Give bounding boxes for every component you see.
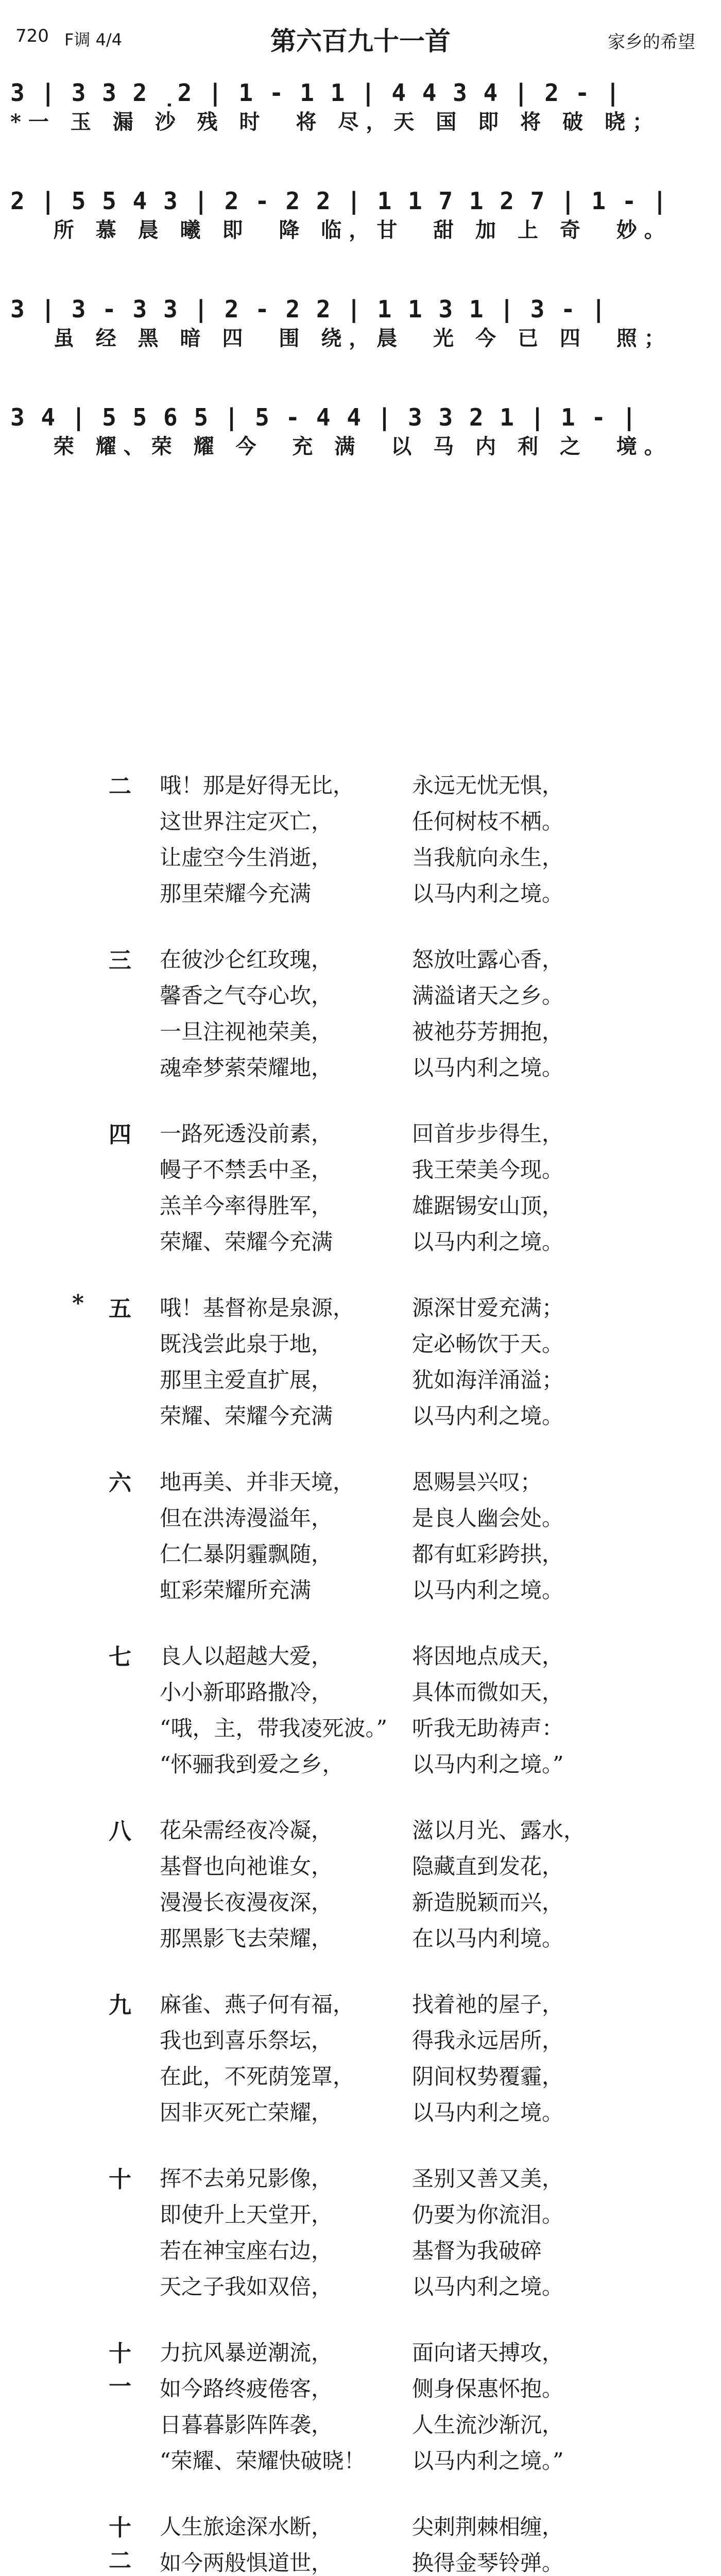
score-system-4 [10,402,711,510]
lyric-line: 任何树枝不栖。 [412,809,564,834]
stanza-number: 七 [109,1644,131,1670]
stanza [0,2509,721,2576]
notation-line: 3 | 3 - 3 3 | 2 - 2 2 | 1 1 3 1 | 3 - | [10,295,607,323]
lyric-line: 即使升上天堂开， [160,2202,333,2227]
lyric-line: 回首步步得生， [412,1121,564,1146]
lyric-line: 仍要为你流泪。 [412,2202,564,2227]
stanza [0,1812,721,1987]
lyric-line: 幔子不禁丢中圣， [160,1157,333,1182]
lyric-line: 将因地点成天， [412,1643,564,1669]
lyric-line: 得我永远居所， [412,2028,564,2053]
lyric-line: 在以马内利境。 [412,1926,564,1951]
stanza-left-column [160,2509,386,2576]
stanza-number: 四 [109,1122,131,1148]
lyric-line: 都有虹彩跨拱， [412,1541,564,1567]
hymn-title: 第六百九十一首 [270,26,451,56]
stanza-number: 五 [109,1296,131,1322]
key-signature: F调 4/4 [64,30,123,49]
lyric-line: 以马内利之境。” [412,2448,564,2473]
lyric-line: 但在洪涛漫溢年， [160,1505,333,1531]
stanza-number: 十一 [109,2341,131,2400]
lyric-line: 定必畅饮于天。 [412,1331,564,1357]
lyric-line: 荣 耀、荣 耀 今 充 满 以 马 内 利 之 境。 [10,434,672,459]
score-system-2 [10,185,711,294]
lyric-line: 既浅尝此泉于地， [160,1331,333,1357]
lyric-line: “哦，主，带我凌死波。” [160,1716,387,1741]
lyric-line: 小小新耶路撒冷， [160,1680,333,1705]
stanza-number: 三 [109,947,131,974]
lyric-line: 魂牵梦萦荣耀地， [160,1055,333,1080]
stanza-left-column [160,2161,386,2305]
lyric-line: 日暮暮影阵阵袭， [160,2412,333,2437]
stanza-number: 九 [109,1992,131,2019]
lyric-line: 那里主爱直扩展， [160,1367,333,1393]
lyric-line: 在彼沙仑红玫瑰， [160,947,333,972]
lyric-line: 一路死透没前素， [160,1121,333,1146]
lyric-line: 以马内利之境。 [412,1578,564,1603]
lyric-line: 侧身保惠怀抱。 [412,2376,564,2401]
stanza [0,1290,721,1464]
lyric-line: “怀骊我到爱之乡， [160,1752,344,1777]
lyric-line: 找着祂的屋子， [412,1992,564,2017]
stanza-right-column [412,942,639,1086]
lyric-line: 因非灭死亡荣耀， [160,2100,333,2125]
lyric-line: 如今路终疲倦客， [160,2376,333,2401]
stanza [0,1464,721,1638]
stanza [0,942,721,1116]
lyric-line: 虹彩荣耀所充满 [160,1578,312,1603]
stanza-right-column [412,2509,639,2576]
stanza-left-column [160,1638,386,1783]
stanza-right-column [412,1116,639,1260]
lyric-line: 以马内利之境。 [412,881,564,906]
lyric-line: 人生旅途深水断， [160,2514,333,2539]
lyric-line: 尖刺荆棘相缠， [412,2514,564,2539]
lyric-line: 以马内利之境。 [412,2274,564,2299]
lyric-line: 良人以超越大爱， [160,1643,333,1669]
lyric-line: 麻雀、燕子何有福， [160,1992,355,2017]
lyric-line: 仁仁暴阴霾飘随， [160,1541,333,1567]
stanza [0,1638,721,1812]
lyric-line: 永远无忧无惧， [412,773,564,798]
stanza-right-column [412,1638,639,1783]
stanza-number: 十 [109,2166,131,2193]
lyric-line: 所 慕 晨 曦 即 降 临，甘 甜 加 上 奇 妙。 [10,218,672,242]
stanza-right-column [412,768,639,912]
stanza-list [0,768,721,2576]
lyric-line: 听我无助祷声： [412,1716,564,1741]
lyric-line: 馨香之气夺心坎， [160,983,333,1008]
lyric-line: 被祂芬芳拥抱， [412,1019,564,1044]
tune-name: 家乡的希望 [608,32,695,53]
lyric-line: 一旦注视祂荣美， [160,1019,333,1044]
lyric-line: 天之子我如双倍， [160,2274,333,2299]
score-system-1 [10,77,711,185]
lyric-line: 以马内利之境。 [412,1403,564,1429]
stanza [0,2335,721,2509]
music-score [10,77,711,510]
lyric-line: 具体而微如天， [412,1680,564,1705]
lyric-line: *一 玉 漏 沙 残 时 将 尽，天 国 即 将 破 晓； [10,110,660,134]
lyric-line: 那里荣耀今充满 [160,881,312,906]
lyric-line: 虽 经 黑 暗 四 围 绕，晨 光 今 已 四 照； [10,326,672,350]
stanza-number: 六 [109,1470,131,1496]
lyric-line: 羔羊今率得胜军， [160,1193,333,1218]
lyric-line: 挥不去弟兄影像， [160,2166,333,2191]
lyric-line: 面向诸天搏攻， [412,2340,564,2365]
lyric-line: 哦！那是好得无比， [160,773,355,798]
lyric-line: 以马内利之境。” [412,1752,564,1777]
lyric-line: 荣耀、荣耀今充满 [160,1229,333,1255]
stanza-left-column [160,1290,386,1434]
lyric-line: 怒放吐露心香， [412,947,564,972]
lyric-line: 力抗风暴逆潮流， [160,2340,333,2365]
stanza [0,1987,721,2161]
stanza-left-column [160,1116,386,1260]
lyric-line: 那黑影飞去荣耀， [160,1926,333,1951]
lyric-line: 地再美、并非天境， [160,1469,355,1495]
stanza-right-column [412,1464,639,1608]
lyric-line: 荣耀、荣耀今充满 [160,1403,333,1429]
lyric-line: 让虚空今生消逝， [160,845,333,870]
stanza-right-column [412,1987,639,2131]
lyric-line: 以马内利之境。 [412,1055,564,1080]
lyric-line: “荣耀、荣耀快破晓！ [160,2448,366,2473]
lyric-line: 是良人幽会处。 [412,1505,564,1531]
lyric-line: 隐藏直到发花， [412,1854,564,1879]
lyric-line: 以马内利之境。 [412,1229,564,1255]
stanza-left-column [160,1987,386,2131]
lyric-line: 若在神宝座右边， [160,2238,333,2263]
stanza-number: 十二 [109,2515,131,2574]
lyric-line: 花朵需经夜冷凝， [160,1818,333,1843]
lyric-line: 阴间权势覆霾， [412,2064,564,2089]
stanza [0,2161,721,2335]
selected-marker: * [72,1290,84,1316]
lyric-line: 当我航向永生， [412,845,564,870]
lyric-line: 基督为我破碎 [412,2238,542,2263]
stanza [0,1116,721,1290]
lyric-line: 恩赐昙兴叹； [412,1469,542,1495]
stanza-right-column [412,1812,639,1957]
lyric-line: 在此，不死荫笼罩， [160,2064,355,2089]
lyric-line: 雄踞锡安山顶， [412,1193,564,1218]
notation-line: 3 | 3 3 2 ̣2 | 1 - 1 1 | 4 4 3 4 | 2 - | [10,79,621,107]
stanza-left-column [160,768,386,912]
score-system-3 [10,294,711,402]
stanza-left-column [160,1464,386,1608]
lyric-line: 基督也向祂谁女， [160,1854,333,1879]
lyric-line: 源深甘爱充满； [412,1295,564,1320]
notation-line: 2 | 5 5 4 3 | 2 - 2 2 | 1 1 7 1 2 7 | 1 - | [10,187,668,215]
stanza-left-column [160,942,386,1086]
lyric-line: 这世界注定灭亡， [160,809,333,834]
lyric-line: 如今两般惧道世， [160,2550,333,2575]
lyric-line: 圣别又善又美， [412,2166,564,2191]
lyric-line: 我也到喜乐祭坛， [160,2028,333,2053]
lyric-line: 换得金琴铃弹。 [412,2550,564,2575]
lyric-line: 满溢诸天之乡。 [412,983,564,1008]
stanza-left-column [160,2335,386,2479]
lyric-line: 我王荣美今现。 [412,1157,564,1182]
lyric-line: 漫漫长夜漫夜深， [160,1890,333,1915]
stanza-left-column [160,1812,386,1957]
lyric-line: 人生流沙渐沉， [412,2412,564,2437]
notation-line: 3 4 | 5 5 6 5 | 5 - 4 4 | 3 3 2 1 | 1 - | [10,403,638,431]
lyric-line: 哦！基督祢是泉源， [160,1295,355,1320]
stanza-number: 八 [109,1818,131,1844]
stanza [0,768,721,942]
stanza-right-column [412,2161,639,2305]
page-number: 720 [15,26,49,46]
stanza-number: 二 [109,773,131,800]
lyric-line: 新造脱颖而兴， [412,1890,564,1915]
hymn-header [15,21,706,56]
stanza-right-column [412,1290,639,1434]
stanza-right-column [412,2335,639,2479]
lyric-line: 犹如海洋涌溢； [412,1367,564,1393]
lyric-line: 以马内利之境。 [412,2100,564,2125]
lyric-line: 滋以月光、露水， [412,1818,586,1843]
